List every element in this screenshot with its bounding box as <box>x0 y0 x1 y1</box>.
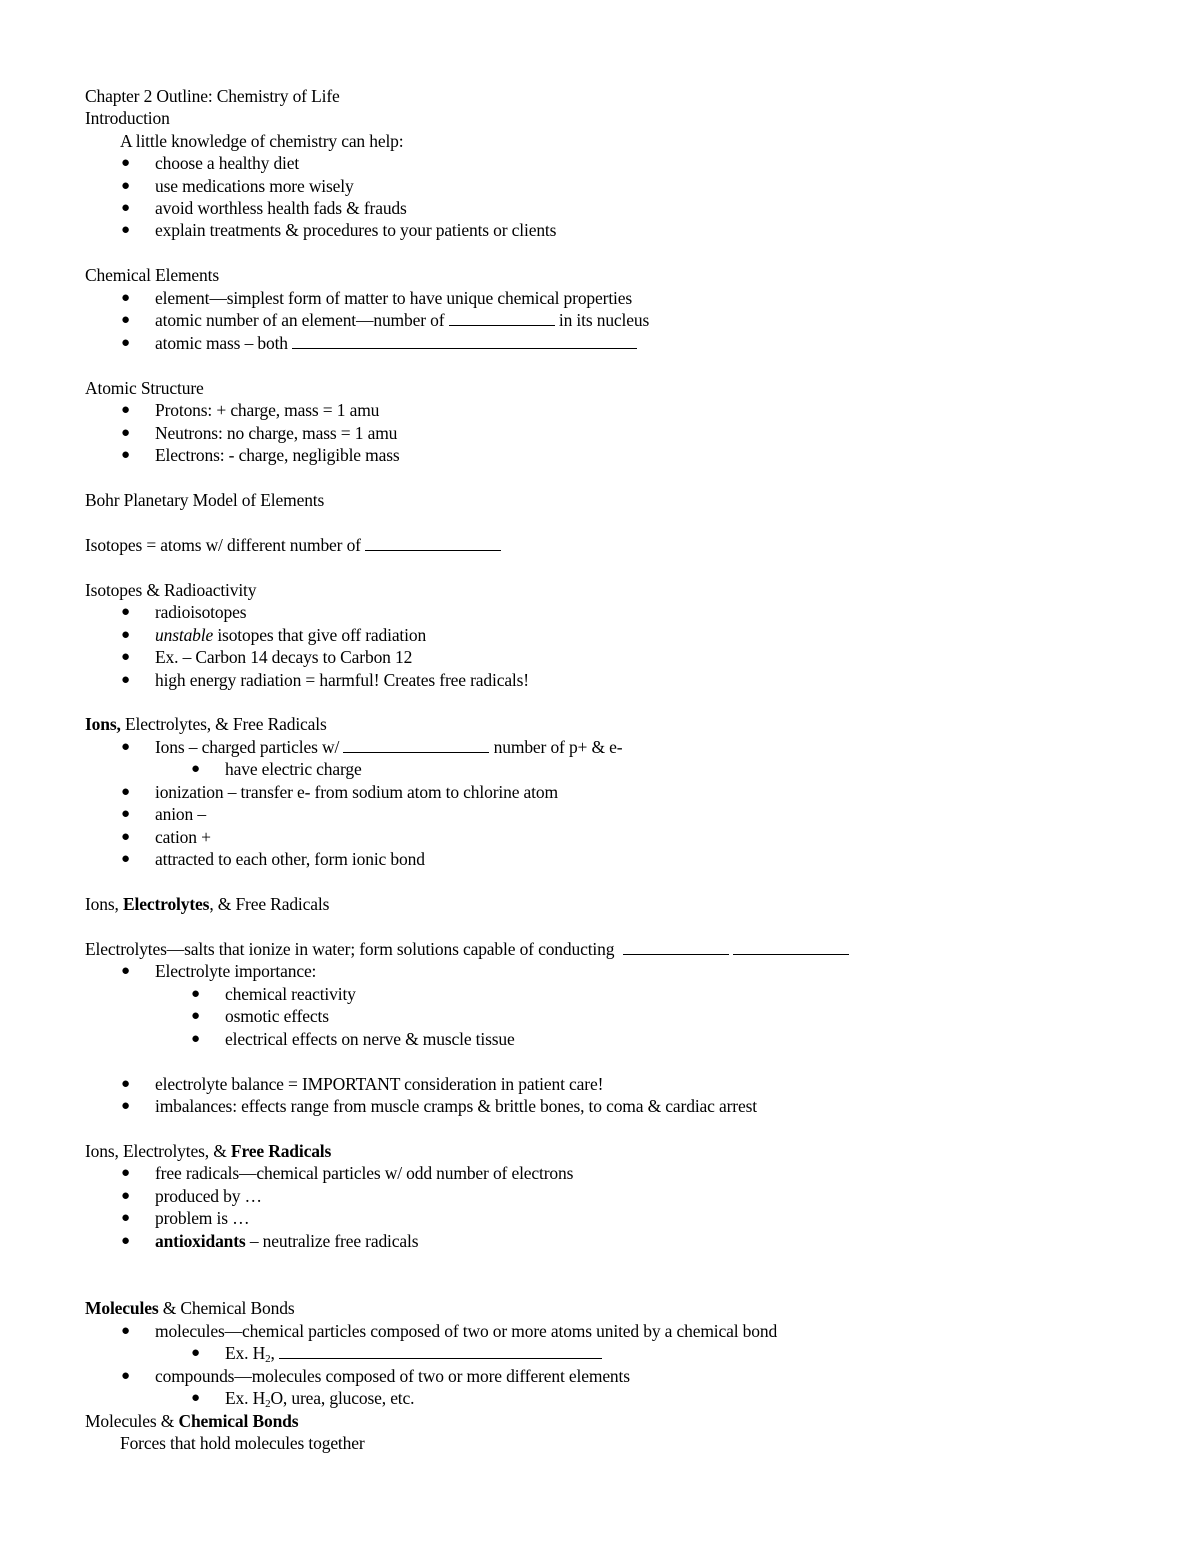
bullet-icon: ● <box>121 963 130 979</box>
list-item: ● have electric charge <box>191 759 362 779</box>
electrolytes-definition: Electrolytes—salts that ionize in water; form solutions capable of conducting <box>85 938 849 960</box>
list-item: ● produced by … <box>121 1186 262 1206</box>
list-item: ● Ex. – Carbon 14 decays to Carbon 12 <box>121 647 413 667</box>
atomic-structure-heading: Atomic Structure <box>85 378 204 398</box>
bullet-icon: ● <box>121 402 130 418</box>
bullet-icon: ● <box>121 1165 130 1181</box>
list-item: ● Electrolyte importance: <box>121 961 317 981</box>
list-item: ● ionization – transfer e- from sodium atom to chlorine atom <box>121 782 558 802</box>
fill-in-blank <box>279 1343 602 1359</box>
bullet-icon: ● <box>191 1031 200 1047</box>
list-item: ● radioisotopes <box>121 602 247 622</box>
chemical-elements-heading: Chemical Elements <box>85 265 220 285</box>
list-item: ● cation + <box>121 827 211 847</box>
bullet-icon: ● <box>121 1188 130 1204</box>
list-item: ● Neutrons: no charge, mass = 1 amu <box>121 423 398 443</box>
isotopes-radioactivity-heading: Isotopes & Radioactivity <box>85 580 257 600</box>
electrolytes-heading: Ions, Electrolytes, & Free Radicals <box>85 894 330 914</box>
bullet-icon: ● <box>121 222 130 238</box>
list-item: ● osmotic effects <box>191 1006 329 1026</box>
list-item: ● imbalances: effects range from muscle cramps & brittle bones, to coma & cardiac arrest <box>121 1096 757 1116</box>
list-item: ● Electrons: - charge, negligible mass <box>121 445 400 465</box>
fill-in-blank <box>623 939 729 955</box>
chemical-bonds-lead: Forces that hold molecules together <box>120 1433 365 1453</box>
list-item: ● unstable isotopes that give off radiation <box>121 625 427 645</box>
list-item: ● avoid worthless health fads & frauds <box>121 198 407 218</box>
bullet-icon: ● <box>121 200 130 216</box>
fill-in-blank <box>733 939 849 955</box>
list-item: ● atomic number of an element—number of in its nucleus <box>121 310 650 330</box>
bullet-icon: ● <box>121 1368 130 1384</box>
list-item: ● atomic mass – both <box>155 332 637 354</box>
bullet-icon: ● <box>121 178 130 194</box>
bullet-icon: ● <box>121 851 130 867</box>
bullet-icon: ● <box>191 1345 200 1361</box>
bullet-icon: ● <box>121 1098 130 1114</box>
bullet-icon: ● <box>121 425 130 441</box>
list-item: ● electrical effects on nerve & muscle tissue <box>191 1029 515 1049</box>
fill-in-blank <box>449 310 555 326</box>
bullet-icon: ● <box>121 627 130 643</box>
list-item: ● free radicals—chemical particles w/ odd number of electrons <box>121 1163 574 1183</box>
bullet-icon: ● <box>121 447 130 463</box>
introduction-lead: A little knowledge of chemistry can help: <box>120 131 404 151</box>
bullet-icon: ● <box>191 761 200 777</box>
list-item: ● Protons: + charge, mass = 1 amu <box>121 400 380 420</box>
list-item: ● compounds—molecules composed of two or more different elements <box>121 1366 630 1386</box>
list-item: ● problem is … <box>121 1208 250 1228</box>
bullet-icon: ● <box>121 672 130 688</box>
free-radicals-heading: Ions, Electrolytes, & Free Radicals <box>85 1141 332 1161</box>
list-item: ● antioxidants – neutralize free radicals <box>121 1231 419 1251</box>
list-item: ● anion – <box>121 804 206 824</box>
bullet-icon: ● <box>121 290 130 306</box>
list-item: ● high energy radiation = harmful! Creates free radicals! <box>121 670 529 690</box>
bullet-icon: ● <box>121 739 130 755</box>
list-item: ● element—simplest form of matter to have unique chemical properties <box>121 288 633 308</box>
list-item: ● choose a healthy diet <box>121 153 300 173</box>
fill-in-blank <box>292 333 637 349</box>
bohr-heading: Bohr Planetary Model of Elements <box>85 490 325 510</box>
bullet-icon: ● <box>191 986 200 1002</box>
list-item: ● attracted to each other, form ionic bond <box>121 849 425 869</box>
bullet-icon: ● <box>121 312 130 328</box>
fill-in-blank <box>343 737 489 753</box>
bullet-icon: ● <box>121 335 130 351</box>
bullet-icon: ● <box>121 1323 130 1339</box>
bullet-icon: ● <box>121 784 130 800</box>
list-item: ● explain treatments & procedures to your patients or clients <box>121 220 557 240</box>
chemical-bonds-heading: Molecules & Chemical Bonds <box>85 1411 299 1431</box>
isotopes-definition: Isotopes = atoms w/ different number of <box>85 534 501 556</box>
list-item: ● molecules—chemical particles composed of two or more atoms united by a chemical bond <box>121 1321 778 1341</box>
list-item: ● electrolyte balance = IMPORTANT consideration in patient care! <box>121 1074 604 1094</box>
bullet-icon: ● <box>191 1008 200 1024</box>
bullet-icon: ● <box>121 155 130 171</box>
bullet-icon: ● <box>121 806 130 822</box>
bullet-icon: ● <box>121 649 130 665</box>
introduction-heading: Introduction <box>85 108 170 128</box>
bullet-icon: ● <box>121 829 130 845</box>
bullet-icon: ● <box>121 1076 130 1092</box>
chapter-title: Chapter 2 Outline: Chemistry of Life <box>85 86 340 106</box>
fill-in-blank <box>365 535 501 551</box>
list-item: ● Ex. $H_2O$, urea, glucose, etc. <box>191 1388 415 1410</box>
list-item: ● Ions – charged particles w/ number of p+ & e- <box>121 737 623 757</box>
bullet-icon: ● <box>191 1390 200 1406</box>
bullet-icon: ● <box>121 1210 130 1226</box>
bullet-icon: ● <box>121 604 130 620</box>
list-item: ● use medications more wisely <box>121 176 354 196</box>
list-item: ● Ex. $H_2$, <box>225 1342 602 1364</box>
ions-heading: Ions, Electrolytes, & Free Radicals <box>85 714 327 734</box>
molecules-heading: Molecules & Chemical Bonds <box>85 1298 295 1318</box>
bullet-icon: ● <box>121 1233 130 1249</box>
list-item: ● chemical reactivity <box>191 984 356 1004</box>
